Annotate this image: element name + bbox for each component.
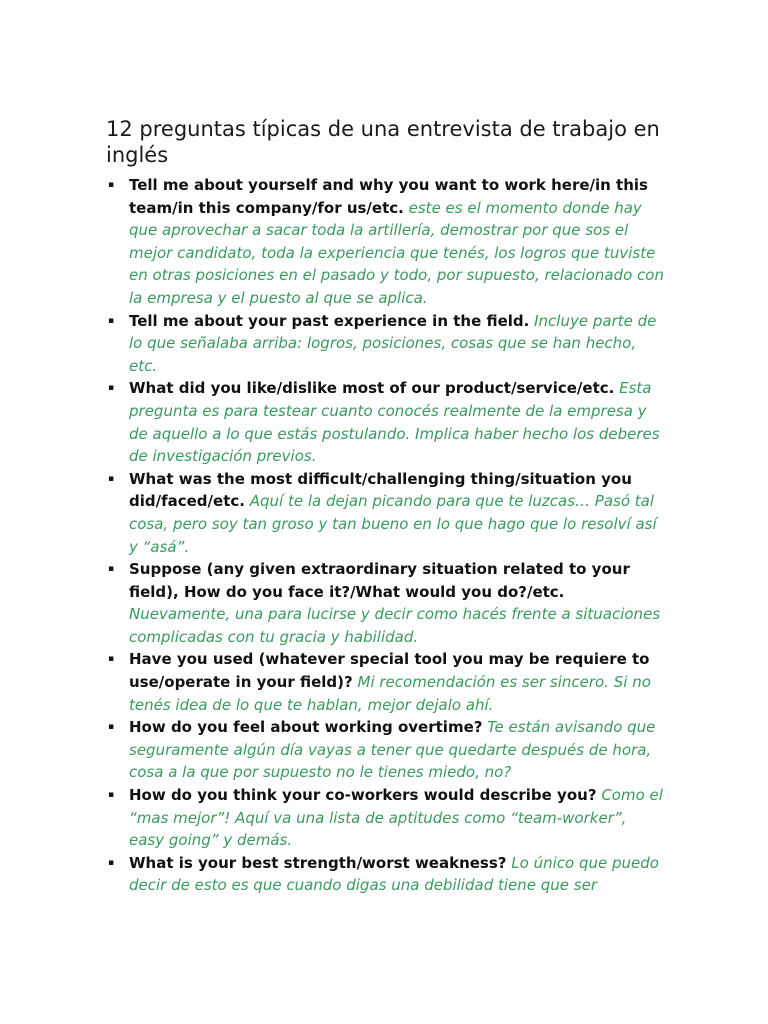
question-text: Tell me about yourself and why you want to work here/in this team/in this company/for us/etc. bbox=[129, 176, 648, 217]
square-bullet-icon: ▪ bbox=[108, 564, 115, 575]
question-text: Tell me about your past experience in the field. bbox=[129, 311, 530, 330]
question-list bbox=[106, 174, 666, 897]
square-bullet-icon: ▪ bbox=[108, 473, 115, 484]
question-text: What is your best strength/worst weakness? bbox=[129, 853, 507, 872]
list-item bbox=[106, 558, 666, 648]
answer-text: Esta pregunta es para testear cuanto conocés realmente de la empresa y de aquello a lo que estás postulando. Implica haber hecho los deberes de investigación previos. bbox=[129, 379, 660, 466]
list-item bbox=[106, 377, 666, 467]
answer-text: Incluye parte de lo que señalaba arriba: logros, posiciones, cosas que se han hecho, etc. bbox=[129, 311, 657, 375]
square-bullet-icon: ▪ bbox=[108, 722, 115, 733]
question-text: What did you like/dislike most of our product/service/etc. bbox=[129, 379, 615, 398]
list-item bbox=[106, 784, 666, 852]
square-bullet-icon: ▪ bbox=[108, 790, 115, 801]
list-item bbox=[106, 852, 666, 897]
answer-text: Como el “mas mejor”! Aquí va una lista de aptitudes como “team-worker”, easy going” y demás. bbox=[129, 786, 663, 850]
list-item bbox=[106, 648, 666, 716]
question-text: How do you feel about working overtime? bbox=[129, 718, 483, 737]
answer-text: Mi recomendación es ser sincero. Si no tenés idea de lo que te hablan, mejor dejalo ahí. bbox=[129, 673, 651, 714]
question-text: Suppose (any given extraordinary situation related to your field), How do you face it?/What would you do?/etc. bbox=[129, 560, 630, 601]
question-text: Have you used (whatever special tool you may be requiere to use/operate in your field)? bbox=[129, 650, 650, 692]
list-item bbox=[106, 716, 666, 784]
square-bullet-icon: ▪ bbox=[108, 180, 115, 190]
answer-text: Te están avisando que seguramente algún día vayas a tener que quedarte después de hora, cosa a la que por supuesto no le tienes miedo, no? bbox=[129, 718, 656, 782]
page-title: 12 preguntas típicas de una entrevista de trabajo en inglés bbox=[106, 117, 660, 167]
square-bullet-icon: ▪ bbox=[108, 857, 115, 868]
question-text: What was the most difficult/challenging thing/situation you did/faced/etc. bbox=[129, 469, 632, 511]
list-item bbox=[106, 310, 666, 378]
question-text: How do you think your co-workers would describe you? bbox=[129, 786, 597, 805]
answer-text: este es el momento donde hay que aprovechar a sacar toda la artillería, demostrar por que sos el mejor candidato, toda la experiencia que tenés, los logros que tuviste en otras posiciones en el pasado y todo, por supuesto, relacionado con la empresa y el puesto al que se aplica. bbox=[129, 198, 664, 307]
square-bullet-icon: ▪ bbox=[108, 383, 115, 394]
answer-text: Nuevamente, una para lucirse y decir como hacés frente a situaciones complicadas con tu gracia y habilidad. bbox=[129, 605, 661, 646]
square-bullet-icon: ▪ bbox=[108, 315, 115, 326]
answer-text: Lo único que puedo decir de esto es que cuando digas una debilidad tiene que ser bbox=[129, 853, 659, 895]
answer-text: Aquí te la dejan picando para que te luzcas… Pasó tal cosa, pero soy tan groso y tan bueno en lo que hago que lo resolví así y “asá”. bbox=[129, 492, 657, 556]
list-item bbox=[106, 468, 666, 558]
list-item bbox=[106, 174, 666, 310]
square-bullet-icon: ▪ bbox=[108, 654, 115, 665]
